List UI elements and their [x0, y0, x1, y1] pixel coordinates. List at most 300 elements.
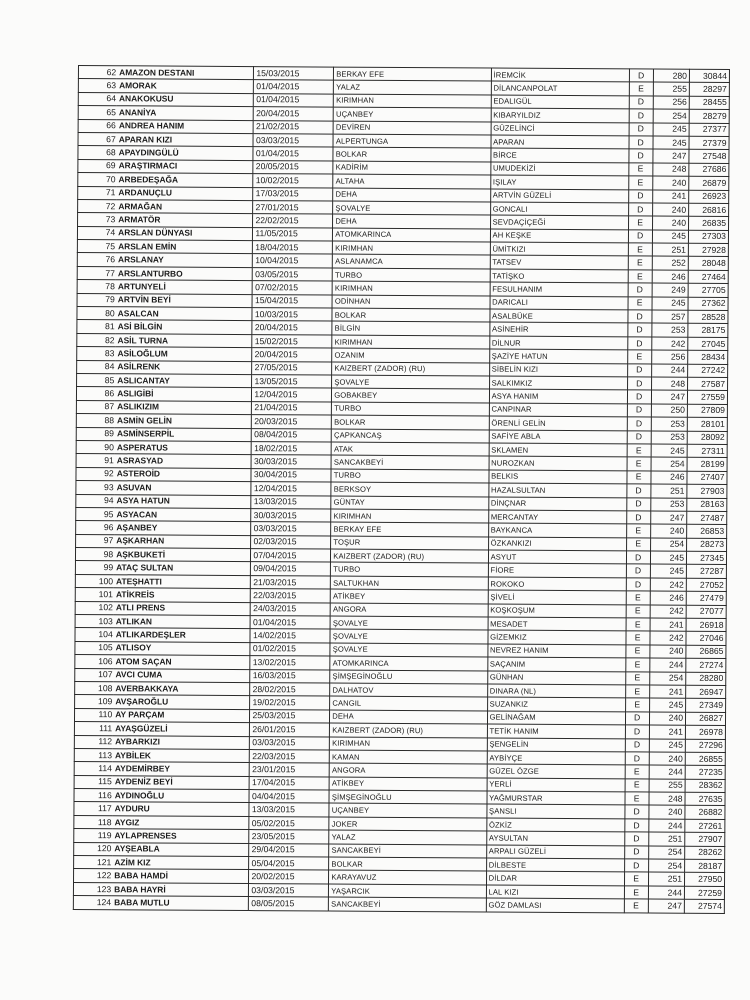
gestation-value: 242 — [650, 631, 686, 645]
registry-code: 27950 — [685, 873, 725, 887]
gestation-value: 245 — [652, 230, 688, 244]
horse-name: ATEŞHATTI — [114, 575, 251, 589]
registry-code: 27559 — [687, 391, 727, 405]
sex-code: E — [628, 176, 652, 190]
sex-code: E — [626, 538, 650, 552]
sire-name: TURBO — [331, 563, 488, 577]
horse-name: ARMAĞAN — [116, 200, 253, 214]
sex-code: D — [627, 337, 651, 351]
sire-name: ALTAHA — [333, 174, 490, 188]
sire-name: KADİRİM — [333, 161, 490, 175]
gestation-value: 242 — [650, 605, 686, 619]
birth-date: 01/02/2015 — [250, 642, 330, 656]
dam-name: IŞILAY — [490, 175, 628, 189]
horse-name: AYDINOĞLU — [113, 789, 250, 803]
dam-name: BELKIS — [489, 470, 627, 484]
registry-code: 27464 — [688, 270, 728, 284]
horse-name: ASYACAN — [114, 508, 251, 522]
horse-name: ARMATÖR — [116, 213, 253, 227]
sire-name: SANCAKBEYİ — [329, 897, 486, 911]
sex-code: E — [626, 591, 650, 605]
sex-code: D — [627, 363, 651, 377]
sire-name: DEVİREN — [333, 121, 490, 135]
gestation-value: 253 — [651, 431, 687, 445]
birth-date: 04/04/2015 — [249, 790, 329, 804]
sire-name: ATOMKARINCA — [330, 656, 487, 670]
dam-name: GELİNAĞAM — [487, 711, 625, 725]
row-number: 94 — [76, 494, 115, 508]
row-number: 71 — [78, 186, 117, 200]
row-number: 105 — [75, 641, 114, 655]
sex-code: D — [625, 752, 649, 766]
dam-name: DİNÇNAR — [488, 497, 626, 511]
dam-name: YAĞMURSTAR — [487, 791, 625, 805]
registry-code: 27809 — [687, 404, 727, 418]
birth-date: 05/04/2015 — [249, 857, 329, 871]
sire-name: KIRIMHAN — [330, 737, 487, 751]
sex-code: E — [628, 297, 652, 311]
birth-date: 07/04/2015 — [251, 549, 331, 563]
sex-code: D — [628, 149, 652, 163]
registry-code: 28273 — [687, 538, 727, 552]
sex-code: E — [626, 524, 650, 538]
row-number: 83 — [77, 347, 116, 361]
gestation-value: 249 — [652, 283, 688, 297]
sex-code: E — [625, 671, 649, 685]
horse-name: ATLIKAN — [114, 615, 251, 629]
registry-code: 27077 — [686, 605, 726, 619]
registry-code: 26835 — [689, 217, 729, 231]
dam-name: MERCANTAY — [488, 510, 626, 524]
sex-code: E — [625, 658, 649, 672]
registry-code: 26882 — [685, 806, 725, 820]
dam-name: GONCALI — [490, 202, 628, 216]
horse-name: ARAŞTIRMACI — [117, 159, 254, 173]
sire-name: UÇANBEY — [329, 804, 486, 818]
sire-name: ŞOVALYE — [330, 643, 487, 657]
dam-name: DİLNUR — [489, 336, 627, 350]
gestation-value: 253 — [651, 417, 687, 431]
row-number: 117 — [74, 802, 113, 816]
dam-name: DARICALI — [490, 296, 628, 310]
sire-name: BOLKAR — [332, 308, 489, 322]
gestation-value: 256 — [653, 96, 689, 110]
gestation-value: 245 — [649, 698, 685, 712]
birth-date: 12/04/2015 — [251, 482, 331, 496]
horse-name: ASİL TURNA — [115, 334, 252, 348]
birth-date: 08/04/2015 — [252, 428, 332, 442]
dam-name: TETİK HANIM — [487, 724, 625, 738]
horse-name: AŞKBUKETİ — [114, 548, 251, 562]
row-number: 68 — [78, 146, 117, 160]
sex-code: D — [628, 189, 652, 203]
birth-date: 20/03/2015 — [252, 415, 332, 429]
row-number: 111 — [74, 722, 113, 736]
birth-date: 23/01/2015 — [250, 763, 330, 777]
row-number: 124 — [73, 896, 112, 910]
row-number: 74 — [77, 226, 116, 240]
birth-date: 10/03/2015 — [252, 308, 332, 322]
row-number: 84 — [77, 360, 116, 374]
row-number: 95 — [76, 507, 115, 521]
horse-name: ASİLOĞLUM — [115, 347, 252, 361]
horse-name: ASYA HATUN — [115, 494, 252, 508]
dam-name: HAZALSULTAN — [488, 483, 626, 497]
gestation-value: 251 — [652, 243, 688, 257]
sex-code: D — [627, 404, 651, 418]
birth-date: 26/01/2015 — [250, 723, 330, 737]
sex-code: E — [626, 604, 650, 618]
row-number: 90 — [76, 440, 115, 454]
dam-name: ROKOKO — [488, 577, 626, 591]
sire-name: ANGORA — [330, 603, 487, 617]
sex-code: E — [625, 779, 649, 793]
dam-name: İREMCİK — [491, 68, 629, 82]
dam-name: SAÇANIM — [487, 657, 625, 671]
horse-name: ATOM SAÇAN — [114, 655, 251, 669]
sire-name: BİLGİN — [332, 321, 489, 335]
row-number: 120 — [74, 842, 113, 856]
sex-code: E — [628, 243, 652, 257]
sire-name: ANGORA — [329, 763, 486, 777]
birth-date: 20/04/2015 — [252, 348, 332, 362]
sire-name: ODİNHAN — [332, 295, 489, 309]
registry-code: 27261 — [685, 819, 725, 833]
row-number: 110 — [74, 708, 113, 722]
birth-date: 24/03/2015 — [251, 602, 331, 616]
row-number: 113 — [74, 748, 113, 762]
horse-name: AMAZON DESTANI — [117, 66, 254, 80]
horse-name: ANANİYA — [117, 106, 254, 120]
row-number: 69 — [78, 159, 117, 173]
sex-code: D — [628, 203, 652, 217]
horse-name: AYDURU — [113, 802, 250, 816]
row-number: 102 — [75, 601, 114, 615]
birth-date: 03/03/2015 — [251, 522, 331, 536]
row-number: 118 — [74, 815, 113, 829]
birth-date: 13/05/2015 — [252, 375, 332, 389]
horse-name: ASUVAN — [115, 481, 252, 495]
sire-name: ATİKBEY — [329, 777, 486, 791]
horse-name: APARAN KIZI — [117, 133, 254, 147]
sex-code: E — [625, 792, 649, 806]
horse-name: ARSLANTURBO — [116, 267, 253, 281]
sex-code: E — [625, 685, 649, 699]
horse-name: ARDANUÇLU — [116, 186, 253, 200]
gestation-value: 248 — [651, 377, 687, 391]
row-number: 87 — [76, 400, 115, 414]
dam-name: ASYUT — [488, 550, 626, 564]
registry-code: 27046 — [686, 632, 726, 646]
registry-code: 28297 — [689, 83, 729, 97]
sire-name: BOLKAR — [329, 857, 486, 871]
birth-date: 20/04/2015 — [252, 321, 332, 335]
birth-date: 05/02/2015 — [249, 816, 329, 830]
dam-name: DİLANCANPOLAT — [491, 81, 629, 95]
gestation-value: 255 — [653, 82, 689, 96]
horse-name: ASRASYAD — [115, 454, 252, 468]
sire-name: CANGIL — [330, 696, 487, 710]
gestation-value: 240 — [650, 645, 686, 659]
registry-code: 26918 — [686, 618, 726, 632]
sex-code: D — [627, 377, 651, 391]
dam-name: ŞAZİYE HATUN — [489, 349, 627, 363]
horse-name: ATLIKARDEŞLER — [114, 628, 251, 642]
sire-name: BERKAY EFE — [331, 522, 488, 536]
registry-code: 28262 — [685, 846, 725, 860]
horse-name: ATLI PRENS — [114, 601, 251, 615]
birth-date: 25/03/2015 — [250, 709, 330, 723]
gestation-value: 247 — [653, 149, 689, 163]
birth-date: 03/03/2015 — [250, 736, 330, 750]
row-number: 65 — [78, 106, 117, 120]
horse-name: BABA MUTLU — [112, 896, 249, 910]
registry-code: 27349 — [686, 699, 726, 713]
sex-code: D — [629, 109, 653, 123]
birth-date: 02/03/2015 — [251, 535, 331, 549]
dam-name: UMUDEKİZİ — [490, 162, 628, 176]
birth-date: 30/03/2015 — [251, 508, 331, 522]
sire-name: YAŞARCIK — [329, 884, 486, 898]
dam-name: ASALBÜKE — [490, 309, 628, 323]
sire-name: UÇANBEY — [333, 107, 490, 121]
dam-name: ŞANSLI — [487, 804, 625, 818]
sex-code: E — [624, 886, 648, 900]
sire-name: BOLKAR — [333, 147, 490, 161]
registry-code: 26947 — [686, 685, 726, 699]
registry-code: 27903 — [687, 484, 727, 498]
dam-name: SKLAMEN — [489, 443, 627, 457]
sex-code: E — [624, 899, 648, 913]
horse-name: ASTEROİD — [115, 467, 252, 481]
row-number: 86 — [76, 387, 115, 401]
sire-name: ŞİMŞEGİNOĞLU — [329, 790, 486, 804]
gestation-value: 253 — [652, 323, 688, 337]
dam-name: KOŞKOŞUM — [488, 604, 626, 618]
sex-code: D — [624, 846, 648, 860]
horse-name: AVCI CUMA — [113, 668, 250, 682]
birth-date: 09/04/2015 — [251, 562, 331, 576]
birth-date: 03/03/2015 — [253, 134, 333, 148]
sex-code: E — [624, 872, 648, 886]
gestation-value: 246 — [650, 591, 686, 605]
sex-code: E — [628, 163, 652, 177]
gestation-value: 251 — [648, 872, 684, 886]
birth-date: 10/02/2015 — [253, 174, 333, 188]
registry-code: 28455 — [689, 96, 729, 110]
sex-code: E — [627, 444, 651, 458]
horse-name: ASİ BİLGİN — [116, 320, 253, 334]
registry-code: 26855 — [685, 752, 725, 766]
row-number: 114 — [74, 762, 113, 776]
horse-name: AYGIZ — [113, 816, 250, 830]
dam-name: FİORE — [488, 563, 626, 577]
row-number: 107 — [75, 668, 114, 682]
sex-code: D — [626, 497, 650, 511]
birth-date: 03/05/2015 — [253, 267, 333, 281]
table-row — [73, 896, 724, 913]
dam-name: SAFİYE ABLA — [489, 430, 627, 444]
registry-code: 26865 — [686, 645, 726, 659]
sex-code: D — [629, 96, 653, 110]
birth-date: 12/04/2015 — [252, 388, 332, 402]
sex-code: D — [628, 283, 652, 297]
row-number: 92 — [76, 467, 115, 481]
sire-name: KIRIMHAN — [333, 241, 490, 255]
sex-code: D — [624, 819, 648, 833]
row-number: 112 — [74, 735, 113, 749]
sex-code: E — [625, 765, 649, 779]
dam-name: DİLDAR — [486, 871, 624, 885]
registry-rows — [73, 66, 729, 914]
gestation-value: 251 — [651, 484, 687, 498]
birth-date: 18/02/2015 — [252, 442, 332, 456]
gestation-value: 244 — [651, 364, 687, 378]
registry-code: 27635 — [685, 792, 725, 806]
registry-code: 27235 — [685, 766, 725, 780]
registry-code: 27705 — [688, 283, 728, 297]
row-number: 66 — [78, 119, 117, 133]
dam-name: ÖZKANKIZI — [488, 537, 626, 551]
sex-code: D — [627, 417, 651, 431]
gestation-value: 254 — [651, 457, 687, 471]
row-number: 97 — [76, 534, 115, 548]
horse-name: ARTUNYELİ — [116, 280, 253, 294]
dam-name: ÜMİTKIZI — [490, 242, 628, 256]
dam-name: FESULHANIM — [490, 282, 628, 296]
dam-name: SUZANKIZ — [487, 697, 625, 711]
row-number: 122 — [74, 869, 113, 883]
sire-name: BERKSOY — [331, 482, 488, 496]
row-number: 88 — [76, 414, 115, 428]
sire-name: KARAYAVUZ — [329, 870, 486, 884]
sire-name: SANCAKBEYİ — [331, 455, 488, 469]
horse-name: AYDENİZ BEYİ — [113, 775, 250, 789]
row-number: 103 — [75, 615, 114, 629]
horse-name: ASALCAN — [116, 307, 253, 321]
dam-name: MESADET — [488, 617, 626, 631]
horse-name: BABA HAMDİ — [112, 869, 249, 883]
registry-code: 27487 — [687, 511, 727, 525]
sire-name: SANCAKBEYİ — [329, 844, 486, 858]
gestation-value: 240 — [650, 524, 686, 538]
horse-name: AMORAK — [117, 79, 254, 93]
gestation-value: 246 — [651, 471, 687, 485]
gestation-value: 257 — [652, 310, 688, 324]
dam-name: DİLBESTE — [486, 858, 624, 872]
registry-code: 28187 — [685, 859, 725, 873]
gestation-value: 250 — [651, 404, 687, 418]
dam-name: BİRCE — [491, 148, 629, 162]
dam-name: DINARA (NL) — [487, 684, 625, 698]
horse-name: ASPERATUS — [115, 441, 252, 455]
gestation-value: 251 — [648, 832, 684, 846]
birth-date: 20/04/2015 — [254, 107, 334, 121]
registry-code: 27587 — [688, 377, 728, 391]
sex-code: E — [626, 471, 650, 485]
birth-date: 01/04/2015 — [254, 93, 334, 107]
registry-code: 28048 — [688, 257, 728, 271]
sire-name: YALAZ — [334, 80, 491, 94]
dam-name: SİBELİN KIZI — [489, 363, 627, 377]
gestation-value: 245 — [651, 444, 687, 458]
gestation-value: 241 — [649, 725, 685, 739]
registry-code: 28280 — [686, 672, 726, 686]
sex-code: D — [629, 122, 653, 136]
sire-name: YALAZ — [329, 830, 486, 844]
horse-name: ANAKOKUSU — [117, 93, 254, 107]
row-number: 108 — [75, 681, 114, 695]
registry-code: 26853 — [687, 525, 727, 539]
birth-date: 30/04/2015 — [251, 468, 331, 482]
sire-name: KIRIMHAN — [332, 335, 489, 349]
gestation-value: 246 — [652, 270, 688, 284]
gestation-value: 254 — [648, 859, 684, 873]
birth-date: 10/04/2015 — [253, 254, 333, 268]
birth-date: 21/03/2015 — [251, 575, 331, 589]
row-number: 89 — [76, 427, 115, 441]
row-number: 101 — [75, 588, 114, 602]
horse-name: ASMİNSERPİL — [115, 427, 252, 441]
sex-code: E — [627, 457, 651, 471]
gestation-value: 255 — [649, 779, 685, 793]
registry-code: 26879 — [689, 176, 729, 190]
birth-date: 20/05/2015 — [253, 160, 333, 174]
row-number: 99 — [75, 561, 114, 575]
registry-code: 27548 — [689, 150, 729, 164]
registry-code: 27303 — [688, 230, 728, 244]
dam-name: NUROZKAN — [489, 456, 627, 470]
sex-code: D — [624, 832, 648, 846]
sire-name: OZANIM — [332, 348, 489, 362]
horse-name: AYLAPRENSES — [112, 829, 249, 843]
gestation-value: 244 — [648, 886, 684, 900]
sire-name: GÜNTAY — [331, 496, 488, 510]
horse-name: ARSLAN DÜNYASI — [116, 226, 253, 240]
horse-name: AŞKARHAN — [114, 534, 251, 548]
horse-name: ARTVİN BEYİ — [116, 293, 253, 307]
sire-name: ÇAPKANCAŞ — [331, 429, 488, 443]
gestation-value: 244 — [650, 658, 686, 672]
horse-name: ASLICANTAY — [115, 374, 252, 388]
dam-name: LAL KIZI — [486, 885, 624, 899]
sire-name: ALPERTUNGA — [333, 134, 490, 148]
birth-date: 08/05/2015 — [249, 897, 329, 911]
sex-code: E — [625, 645, 649, 659]
birth-date: 21/04/2015 — [252, 401, 332, 415]
registry-code: 28528 — [688, 310, 728, 324]
gestation-value: 240 — [649, 805, 685, 819]
dam-name: ŞENGELİN — [487, 738, 625, 752]
row-number: 115 — [74, 775, 113, 789]
sex-code: D — [628, 230, 652, 244]
dam-name: AYSULTAN — [486, 831, 624, 845]
gestation-value: 248 — [649, 792, 685, 806]
registry-code: 26978 — [685, 725, 725, 739]
sex-code: E — [628, 256, 652, 270]
dam-name: CANPINAR — [489, 403, 627, 417]
horse-name: AVERBAKKAYA — [113, 682, 250, 696]
sex-code: E — [628, 270, 652, 284]
sire-name: GOBAKBEY — [332, 388, 489, 402]
gestation-value: 242 — [650, 578, 686, 592]
registry-code: 27052 — [686, 578, 726, 592]
sex-code: D — [626, 484, 650, 498]
dam-name: ASİNEHİR — [489, 322, 627, 336]
sire-name: KIRIMHAN — [331, 509, 488, 523]
registry-code: 27479 — [686, 591, 726, 605]
sex-code: D — [624, 859, 648, 873]
